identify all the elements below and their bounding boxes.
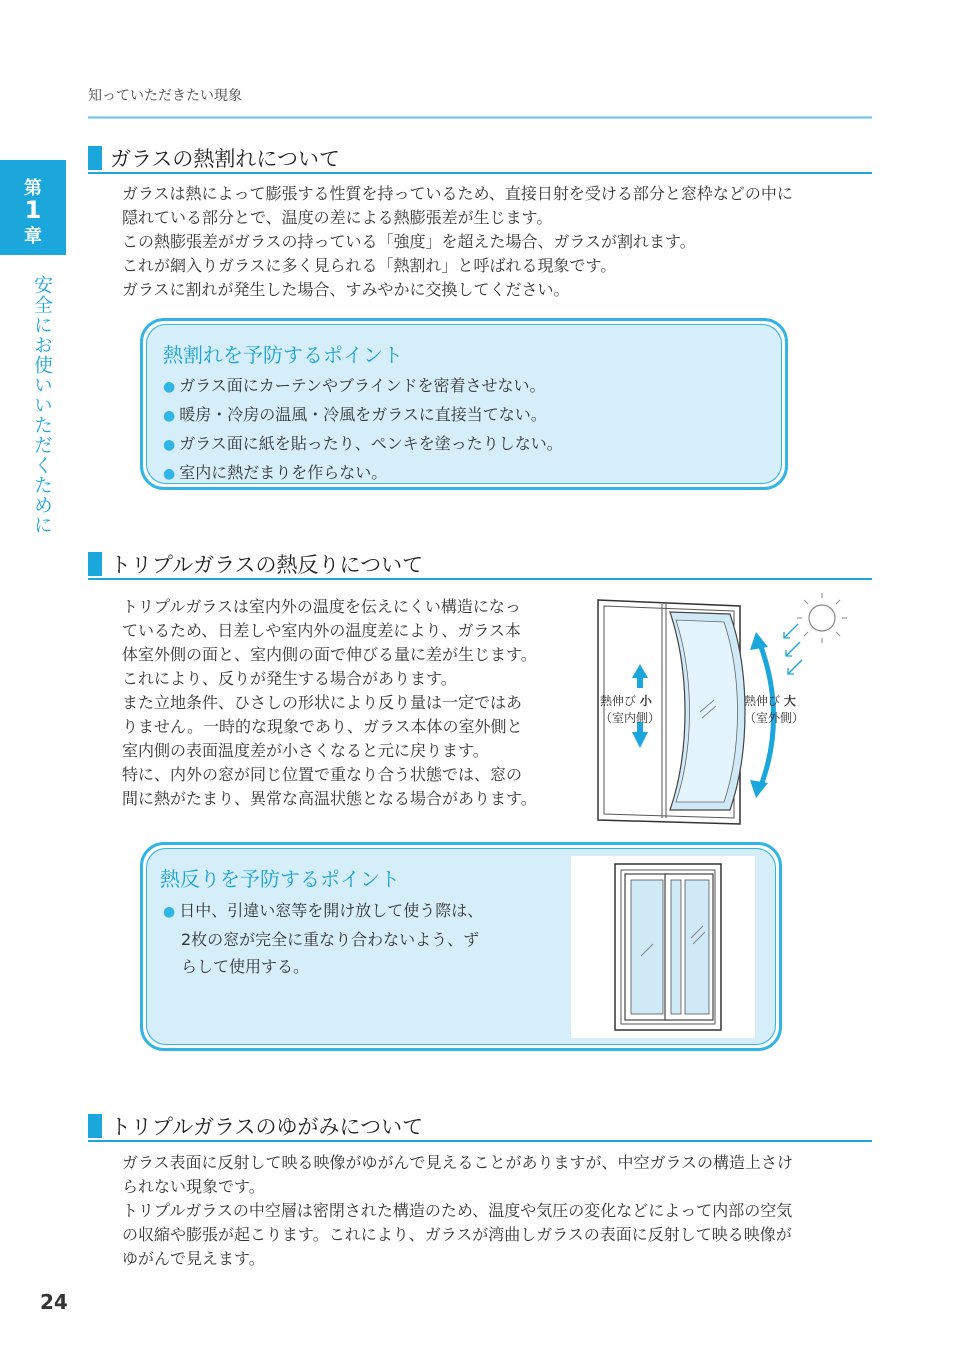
label-text: （室内側）	[600, 711, 661, 725]
list-item: ● 暖房・冷房の温風・冷風をガラスに直接当てない。	[163, 405, 547, 424]
paragraph-line: ガラスは熱によって膨張する性質を持っているため、直接日射を受ける部分と窓枠などの中に	[122, 184, 793, 203]
paragraph-line: ガラスに割れが発生した場合、すみやかに交換してください。	[122, 280, 570, 299]
tip-box-heat-crack	[140, 318, 788, 490]
list-item: ● ガラス面に紙を貼ったり、ペンキを塗ったりしない。	[163, 434, 563, 453]
paragraph-line: これにより、反りが発生する場合があります。	[122, 669, 457, 688]
header-rule	[88, 115, 872, 120]
paragraph-line: られない現象です。	[122, 1177, 265, 1196]
label-large-expansion	[744, 693, 804, 727]
paragraph-line: りません。一時的な現象であり、ガラス本体の室外側と	[122, 717, 523, 736]
offset-windows-illustration	[571, 856, 755, 1038]
heading-marker	[88, 552, 102, 576]
label-text: 熱伸び	[744, 694, 781, 708]
section2-body	[122, 595, 582, 811]
section-title: トリプルガラスの熱反りについて	[110, 553, 424, 577]
running-header: 知っていただきたい現象	[88, 88, 242, 104]
section1-body	[122, 182, 874, 302]
label-emphasis: 大	[783, 694, 796, 708]
sun-icon	[797, 593, 847, 643]
item-line: らして使用する。	[181, 957, 310, 976]
paragraph-line: ガラス表面に反射して映る映像がゆがんで見えることがありますが、中空ガラスの構造上さけ	[122, 1153, 794, 1172]
chapter-prefix: 第	[24, 178, 42, 199]
bullet-icon: ●	[163, 408, 176, 424]
list-item: ● ガラス面にカーテンやブラインドを密着させない。	[163, 376, 546, 395]
section-heading-distortion	[88, 1110, 872, 1142]
paragraph-line: ているため、日差しや室内外の温度差により、ガラス本	[122, 621, 521, 640]
paragraph-line: これが網入りガラスに多く見られる「熱割れ」と呼ばれる現象です。	[122, 256, 617, 275]
paragraph-line: トリプルガラスは室内外の温度を伝えにくい構造になっ	[122, 597, 521, 616]
heading-marker	[88, 146, 102, 170]
sunlight-arrows-icon	[784, 624, 802, 674]
chapter-suffix: 章	[24, 226, 42, 247]
bullet-icon: ●	[163, 437, 176, 453]
bullet-icon: ●	[163, 379, 176, 395]
tip-box-heat-warp	[140, 842, 782, 1051]
section-title: ガラスの熱割れについて	[110, 147, 340, 171]
bullet-icon: ●	[163, 466, 176, 482]
chapter-title-vertical: 安全にお使いいただくために	[31, 275, 53, 535]
paragraph-line: 室内側の表面温度差が小さくなると元に戻ります。	[122, 741, 489, 760]
paragraph-line: 体室外側の面と、室内側の面で伸びる量に差が生じます。	[122, 645, 537, 664]
label-small-expansion	[600, 693, 660, 727]
label-text: 熱伸び	[600, 694, 637, 708]
item-line: 日中、引違い窓等を開け放して使う際は、	[179, 901, 484, 920]
paragraph-line: 特に、内外の窓が同じ位置で重なり合う状態では、窓の	[122, 765, 523, 784]
list-item: ● 室内に熱だまりを作らない。	[163, 463, 388, 482]
paragraph-line: トリプルガラスの中空層は密閉された構造のため、温度や気圧の変化などによって内部の空気	[122, 1201, 793, 1220]
paragraph-line: この熱膨張差がガラスの持っている「強度」を超えた場合、ガラスが割れます。	[122, 232, 696, 251]
item-line: 2枚の窓が完全に重なり合わないよう、ず	[181, 930, 480, 949]
label-text: （室外側）	[744, 711, 805, 725]
chapter-tab	[0, 160, 66, 255]
paragraph-line: また立地条件、ひさしの形状により反り量は一定ではあ	[122, 693, 523, 712]
label-emphasis: 小	[639, 694, 652, 708]
paragraph-line: 間に熱がたまり、異常な高温状態となる場合があります。	[122, 789, 537, 808]
list-item	[163, 897, 483, 980]
section-heading-heat-crack	[88, 142, 872, 174]
tip-box-title: 熱割れを予防するポイント	[163, 343, 403, 367]
paragraph-line: 隠れている部分とで、温度の差による熱膨張差が生じます。	[122, 208, 553, 227]
bullet-icon: ●	[163, 904, 176, 920]
chapter-number: 1	[24, 196, 42, 224]
heading-marker	[88, 1114, 102, 1138]
section-title: トリプルガラスのゆがみについて	[110, 1115, 424, 1139]
section-heading-heat-warp	[88, 548, 872, 580]
page-number: 24	[40, 1290, 68, 1314]
tip-box-title: 熱反りを予防するポイント	[160, 867, 400, 891]
paragraph-line: ゆがんで見えます。	[122, 1249, 265, 1268]
section3-body	[122, 1151, 874, 1271]
tip-list	[163, 372, 563, 488]
paragraph-line: の収縮や膨張が起こります。これにより、ガラスが湾曲しガラスの表面に反射して映る映像が	[122, 1225, 792, 1244]
